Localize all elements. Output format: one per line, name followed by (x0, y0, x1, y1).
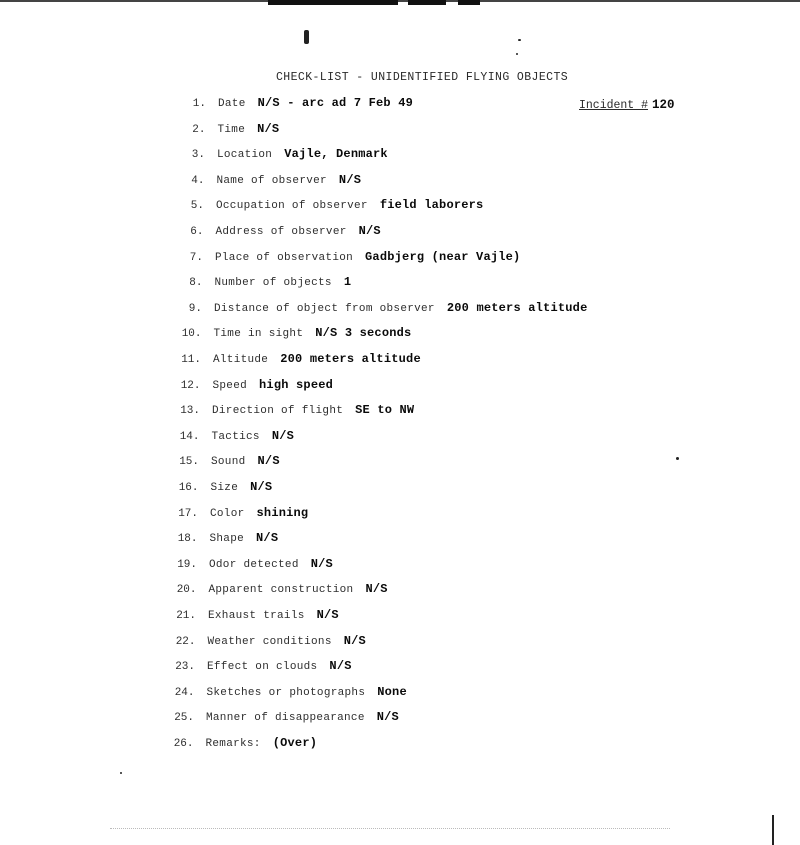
checklist-item (169, 685, 407, 699)
checklist-item (180, 122, 280, 136)
item-label: Exhaust trails (208, 610, 305, 622)
item-label: Address of observer (215, 226, 347, 238)
item-value: high speed (259, 377, 334, 392)
item-label: Number of objects (214, 277, 332, 290)
item-number: 16. (178, 482, 199, 494)
item-label: Time in sight (213, 328, 304, 341)
item-number: 15. (179, 456, 199, 469)
checklist-item (176, 301, 587, 315)
item-label: Altitude (213, 354, 269, 366)
incident-number: 120 (652, 98, 675, 112)
item-number: 25. (174, 712, 194, 725)
checklist-item (172, 506, 308, 520)
checklist-item (171, 582, 388, 596)
incident-reference (579, 98, 675, 112)
item-number: 12. (180, 379, 201, 392)
item-value: SE to NW (355, 403, 415, 418)
checklist-item (180, 96, 413, 110)
checklist-item (175, 378, 334, 392)
item-value: N/S (376, 710, 399, 725)
scan-speck (516, 53, 518, 55)
checklist-item (179, 147, 388, 161)
checklist-item (178, 198, 483, 212)
scan-speck (676, 457, 679, 460)
item-label: Speed (212, 379, 248, 392)
item-value: N/S (365, 582, 388, 597)
item-value: N/S (271, 428, 295, 443)
item-number: 9. (188, 302, 202, 315)
item-value: N/S (338, 172, 362, 187)
item-number: 11. (181, 354, 201, 366)
scan-edge-mark (772, 815, 774, 845)
item-value: Vajle, Denmark (284, 147, 388, 162)
item-number: 18. (177, 533, 198, 546)
item-value: None (377, 684, 407, 699)
item-label: Name of observer (216, 174, 327, 187)
item-number: 6. (190, 226, 204, 238)
checklist-item (176, 326, 412, 340)
checklist-item (173, 480, 273, 494)
item-value: N/S (310, 556, 333, 571)
item-number: 13. (180, 405, 200, 418)
item-label: Time (217, 123, 246, 136)
item-label: Place of observation (215, 251, 354, 264)
checklist-item (178, 224, 381, 238)
item-number: 4. (191, 174, 205, 187)
item-number: 22. (175, 635, 196, 648)
item-number: 14. (179, 430, 200, 443)
checklist-item (172, 531, 279, 545)
item-value: shining (256, 505, 309, 520)
item-number: 10. (181, 328, 202, 341)
item-value: N/S - arc ad 7 Feb 49 (257, 96, 414, 110)
scan-bottom-noise (110, 828, 670, 830)
checklist-item (169, 659, 352, 673)
item-value: N/S (316, 608, 339, 622)
scan-border-top (0, 0, 800, 8)
checklist-item (170, 608, 339, 622)
checklist-item (171, 557, 333, 571)
item-label: Odor detected (209, 558, 299, 571)
scan-mark (304, 30, 309, 44)
item-label: Sketches or photographs (206, 686, 366, 699)
scan-speck (518, 39, 521, 41)
item-value: N/S (257, 121, 280, 136)
item-number: 5. (190, 200, 204, 213)
document-title: CHECK-LIST - UNIDENTIFIED FLYING OBJECTS (276, 71, 569, 84)
scan-speck (120, 772, 122, 774)
incident-label: Incident # (579, 99, 649, 112)
checklist-item (168, 736, 318, 750)
checklist-item (168, 710, 399, 724)
item-number: 1. (192, 98, 206, 110)
item-number: 17. (178, 507, 198, 520)
item-number: 3. (191, 149, 205, 162)
item-number: 2. (192, 123, 206, 136)
item-value: N/S (343, 633, 366, 648)
item-number: 7. (189, 251, 203, 264)
item-number: 19. (177, 558, 197, 571)
item-value: N/S 3 seconds (315, 326, 412, 341)
item-label: Location (217, 149, 273, 162)
item-label: Shape (209, 533, 245, 546)
checklist-item (174, 403, 414, 417)
checklist-item (177, 275, 352, 289)
item-label: Size (210, 482, 239, 494)
item-number: 8. (189, 277, 203, 290)
checklist-item (175, 352, 421, 366)
item-value: N/S (250, 480, 273, 494)
item-value: 1 (343, 275, 352, 290)
item-label: Color (210, 507, 245, 520)
item-number: 24. (174, 686, 195, 699)
checklist-item (179, 173, 362, 187)
item-value: N/S (257, 454, 280, 469)
item-label: Sound (211, 456, 246, 469)
item-number: 26. (173, 738, 194, 750)
item-label: Manner of disappearance (206, 712, 365, 725)
item-label: Distance of object from observer (214, 302, 435, 315)
item-number: 20. (176, 584, 197, 597)
item-value: Gadbjerg (near Vajle) (365, 249, 521, 264)
item-number: 23. (175, 661, 195, 674)
checklist-item (170, 634, 366, 648)
item-label: Remarks: (205, 738, 261, 750)
item-label: Weather conditions (207, 635, 332, 648)
checklist-item (177, 250, 520, 264)
item-value: (Over) (272, 736, 318, 750)
item-value: 200 meters altitude (280, 352, 421, 366)
item-value: N/S (358, 224, 381, 238)
item-label: Occupation of observer (216, 200, 368, 213)
item-label: Tactics (211, 430, 260, 443)
item-value: N/S (329, 659, 352, 674)
item-label: Effect on clouds (207, 661, 318, 674)
item-label: Date (218, 98, 246, 110)
item-label: Apparent construction (208, 584, 354, 597)
item-value: field laborers (379, 198, 484, 213)
item-number: 21. (176, 610, 196, 622)
checklist-item (173, 454, 280, 468)
checklist-item (174, 429, 295, 443)
item-value: 200 meters altitude (446, 300, 588, 315)
item-value: N/S (256, 531, 279, 546)
item-label: Direction of flight (212, 405, 344, 418)
